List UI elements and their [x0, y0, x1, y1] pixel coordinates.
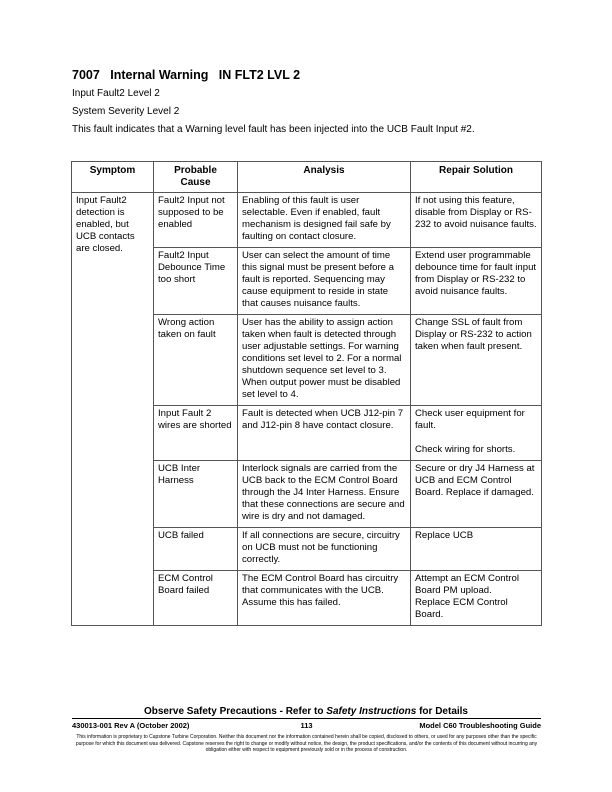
- repair-step: If not using this feature, disable from Display or RS-232 to avoid nuisance faults.: [415, 195, 537, 230]
- safety-instructions-reference: Safety Instructions: [326, 706, 417, 717]
- probable-cause-cell: Wrong action taken on fault: [154, 315, 238, 406]
- probable-cause-cell: UCB failed: [154, 528, 238, 571]
- repair-solution-cell: [411, 461, 542, 528]
- repair-step: Check user equipment for fault.: [415, 408, 525, 431]
- manual-title: Model C60 Troubleshooting Guide: [419, 721, 541, 730]
- analysis-cell: Interlock signals are carried from the UCB back to the ECM Control Board through the J4 Inter Harness. Ensure that these connections are secure and wire is dry and not damaged.: [238, 461, 411, 528]
- severity-level: System Severity Level 2: [72, 106, 180, 117]
- fault-subtitle: Input Fault2 Level 2: [72, 88, 160, 99]
- fault-description: This fault indicates that a Warning level fault has been injected into the UCB Fault Input #2.: [72, 124, 475, 135]
- column-header-symptom: Symptom: [72, 162, 154, 193]
- fault-heading: 7007 Internal Warning IN FLT2 LVL 2: [72, 68, 301, 82]
- repair-step: Check wiring for shorts.: [415, 444, 516, 455]
- repair-step: Replace ECM Control Board.: [415, 597, 508, 620]
- symptom-cell: Input Fault2 detection is enabled, but UCB contacts are closed.: [72, 193, 154, 626]
- document-number: 430013-001 Rev A (October 2002): [72, 721, 190, 730]
- table-row: [72, 193, 542, 248]
- table-header-row: [72, 162, 542, 193]
- probable-cause-cell: Input Fault 2 wires are shorted: [154, 406, 238, 461]
- analysis-cell: User can select the amount of time this signal must be present before a fault is reported. Sequencing may cause equipment to reside in state that causes nuisance faults.: [238, 248, 411, 315]
- probable-cause-cell: Fault2 Input not supposed to be enabled: [154, 193, 238, 248]
- safety-notice-prefix: Observe Safety Precautions - Refer to: [143, 706, 327, 717]
- column-header-repair-solution: Repair Solution: [411, 162, 542, 193]
- footer-divider: [72, 718, 541, 719]
- repair-solution-cell: [411, 406, 542, 461]
- probable-cause-cell: ECM Control Board failed: [154, 571, 238, 626]
- proprietary-disclaimer: This information is proprietary to Capstone Turbine Corporation. Neither this document nor the information contained herein shall be copied, disclosed to others, or used for any purposes other than the specific purpose for which this document was delivered. Capstone reserves the right to change or modify without notice, the design, the product specifications, and/or the contents of this document without incurring any obligation either with respect to equipment previously sold or in the process of construction.: [75, 734, 538, 753]
- repair-step: Replace UCB: [415, 530, 474, 541]
- repair-step: Extend user programmable debounce time for fault input from Display or RS-232 to avoid nuisance faults.: [415, 250, 537, 297]
- analysis-cell: If all connections are secure, circuitry on UCB must not be functioning correctly.: [238, 528, 411, 571]
- analysis-cell: Enabling of this fault is user selectable. Even if enabled, fault mechanism is designed fail safe by faulting on contact closure.: [238, 193, 411, 248]
- repair-step: Secure or dry J4 Harness at UCB and ECM Control Board. Replace if damaged.: [415, 463, 535, 498]
- repair-step: Change SSL of fault from Display or RS-232 to action taken when fault present.: [415, 317, 532, 352]
- repair-solution-cell: [411, 248, 542, 315]
- repair-solution-cell: [411, 571, 542, 626]
- probable-cause-cell: UCB Inter Harness: [154, 461, 238, 528]
- analysis-cell: User has the ability to assign action taken when fault is detected through user adjustable settings. For warning conditions set level to 2. For a normal shutdown sequence set level to 3. When output power must be disabled set level to 4.: [238, 315, 411, 406]
- repair-solution-cell: [411, 528, 542, 571]
- safety-notice-suffix: for Details: [416, 706, 468, 717]
- analysis-cell: The ECM Control Board has circuitry that communicates with the UCB. Assume this has failed.: [238, 571, 411, 626]
- analysis-cell: Fault is detected when UCB J12-pin 7 and J12-pin 8 have contact closure.: [238, 406, 411, 461]
- safety-notice: [0, 706, 612, 717]
- probable-cause-cell: Fault2 Input Debounce Time too short: [154, 248, 238, 315]
- repair-step: Attempt an ECM Control Board PM upload.: [415, 573, 519, 596]
- column-header-probable-cause: Probable Cause: [154, 162, 238, 193]
- repair-solution-cell: [411, 315, 542, 406]
- troubleshooting-table: [71, 161, 542, 626]
- column-header-analysis: Analysis: [238, 162, 411, 193]
- page-number: 113: [300, 721, 313, 730]
- repair-solution-cell: [411, 193, 542, 248]
